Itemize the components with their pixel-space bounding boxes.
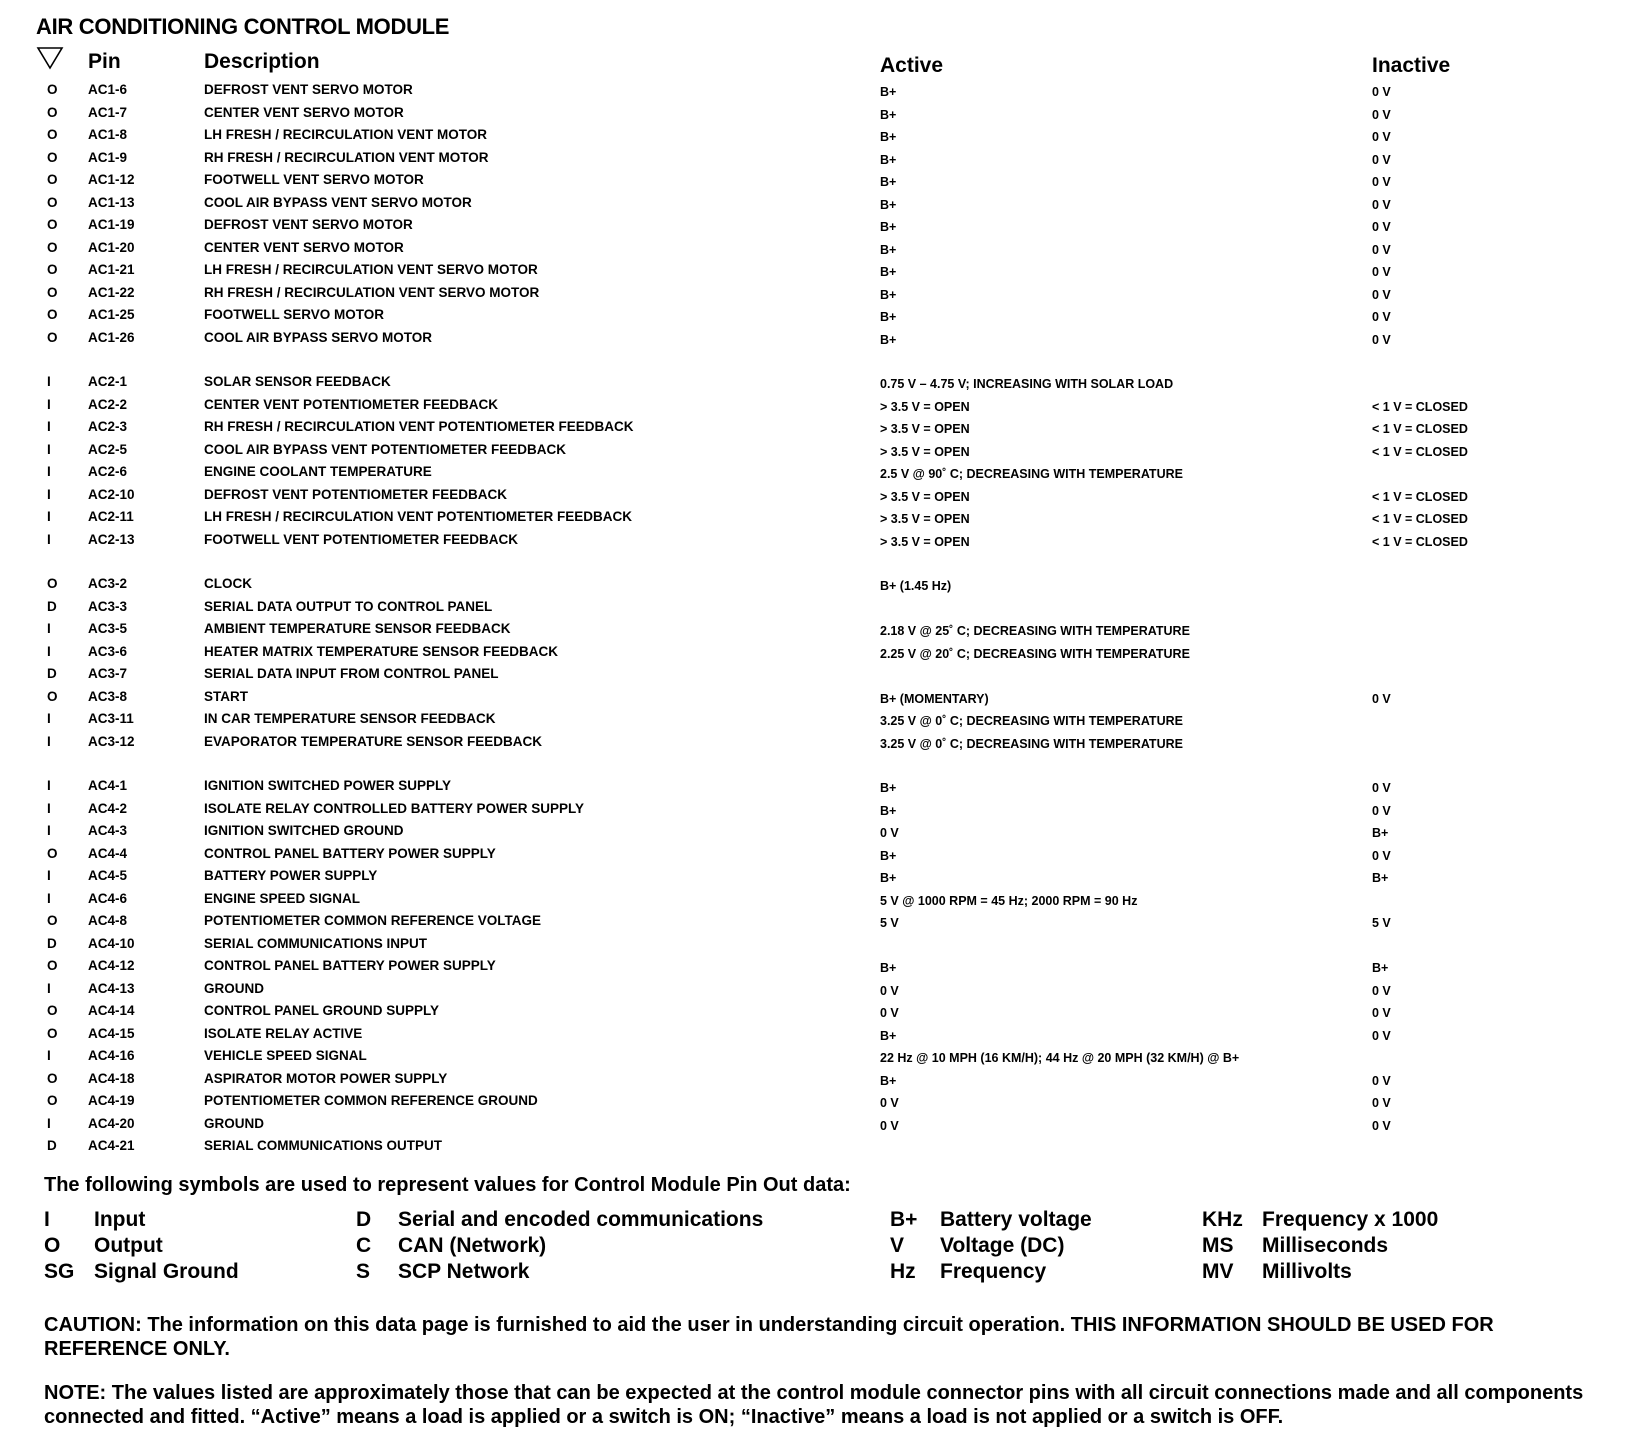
pin-cell: AC3-3 bbox=[88, 598, 128, 614]
description-cell: ASPIRATOR MOTOR POWER SUPPLY bbox=[204, 1070, 448, 1086]
type-cell: I bbox=[47, 374, 51, 389]
table-row bbox=[0, 823, 1648, 843]
table-row bbox=[0, 621, 1648, 641]
active-cell: B+ (MOMENTARY) bbox=[880, 691, 989, 706]
active-cell: 2.18 V @ 25˚ C; DECREASING WITH TEMPERATURE bbox=[880, 624, 1190, 638]
type-cell: O bbox=[47, 239, 58, 255]
pin-cell: AC4-12 bbox=[88, 958, 135, 973]
description-cell: CONTROL PANEL GROUND SUPPLY bbox=[204, 1003, 440, 1018]
type-cell: I bbox=[47, 464, 51, 479]
pin-cell: AC4-6 bbox=[88, 890, 128, 906]
pin-cell: AC3-5 bbox=[88, 621, 128, 636]
inactive-cell: 0 V bbox=[1372, 152, 1391, 167]
description-cell: LH FRESH / RECIRCULATION VENT MOTOR bbox=[204, 127, 487, 142]
legend-symbol: MV bbox=[1202, 1260, 1234, 1283]
table-row bbox=[0, 262, 1648, 282]
table-row bbox=[0, 442, 1648, 462]
type-cell: I bbox=[47, 778, 51, 793]
table-row bbox=[0, 1003, 1648, 1023]
table-row bbox=[0, 150, 1648, 170]
description-cell: SOLAR SENSOR FEEDBACK bbox=[204, 374, 391, 389]
description-cell: GROUND bbox=[204, 1115, 264, 1131]
type-cell: O bbox=[47, 127, 58, 142]
table-row bbox=[0, 868, 1648, 888]
table-row bbox=[0, 599, 1648, 619]
inactive-cell: 0 V bbox=[1372, 175, 1391, 189]
description-cell: SERIAL DATA INPUT FROM CONTROL PANEL bbox=[204, 666, 499, 681]
inactive-cell: < 1 V = CLOSED bbox=[1372, 422, 1468, 436]
description-cell: POTENTIOMETER COMMON REFERENCE GROUND bbox=[204, 1093, 538, 1108]
pin-cell: AC2-10 bbox=[88, 486, 135, 502]
table-row bbox=[0, 105, 1648, 125]
description-cell: ISOLATE RELAY ACTIVE bbox=[204, 1025, 363, 1041]
active-cell: B+ bbox=[880, 287, 897, 302]
active-cell: B+ bbox=[880, 107, 897, 122]
legend-label: Signal Ground bbox=[94, 1260, 239, 1283]
inactive-cell: B+ bbox=[1372, 871, 1389, 885]
inactive-cell: 0 V bbox=[1372, 1096, 1391, 1110]
legend-symbol: B+ bbox=[890, 1208, 918, 1231]
pin-cell: AC4-21 bbox=[88, 1138, 135, 1153]
type-cell: O bbox=[47, 194, 58, 210]
description-cell: SERIAL COMMUNICATIONS OUTPUT bbox=[204, 1138, 442, 1153]
pin-cell: AC2-11 bbox=[88, 509, 134, 524]
type-cell: I bbox=[47, 868, 51, 883]
pin-cell: AC1-25 bbox=[88, 307, 135, 322]
pin-cell: AC1-19 bbox=[88, 217, 135, 232]
pin-cell: AC4-1 bbox=[88, 778, 128, 793]
description-cell: FOOTWELL SERVO MOTOR bbox=[204, 307, 385, 322]
description-cell: ENGINE SPEED SIGNAL bbox=[204, 890, 361, 906]
table-row bbox=[0, 240, 1648, 260]
inactive-cell: B+ bbox=[1372, 961, 1389, 975]
pin-cell: AC2-1 bbox=[88, 374, 128, 389]
type-cell: O bbox=[47, 217, 58, 232]
pin-cell: AC3-8 bbox=[88, 688, 128, 704]
pin-cell: AC1-8 bbox=[88, 127, 128, 142]
type-cell: D bbox=[47, 598, 57, 614]
inactive-cell: 0 V bbox=[1372, 197, 1391, 212]
table-row bbox=[0, 1093, 1648, 1113]
active-cell: B+ bbox=[880, 803, 897, 818]
type-cell: I bbox=[47, 621, 51, 636]
inactive-cell: 0 V bbox=[1372, 310, 1391, 324]
inactive-cell: < 1 V = CLOSED bbox=[1372, 489, 1468, 504]
description-cell: GROUND bbox=[204, 980, 264, 996]
legend-label: Output bbox=[94, 1234, 163, 1257]
pin-cell: AC1-6 bbox=[88, 82, 128, 97]
active-cell: B+ bbox=[880, 85, 897, 99]
pin-cell: AC1-9 bbox=[88, 149, 128, 165]
legend-label: CAN (Network) bbox=[398, 1234, 547, 1257]
type-cell: O bbox=[47, 576, 58, 591]
type-cell: I bbox=[47, 1115, 51, 1131]
description-cell: COOL AIR BYPASS SERVO MOTOR bbox=[204, 329, 433, 345]
inactive-cell: 0 V bbox=[1372, 265, 1391, 279]
pin-cell: AC4-13 bbox=[88, 980, 135, 996]
active-cell: 0 V bbox=[880, 826, 899, 840]
active-cell: > 3.5 V = OPEN bbox=[880, 534, 970, 549]
pin-cell: AC4-8 bbox=[88, 913, 128, 928]
legend-label: Frequency x 1000 bbox=[1262, 1208, 1439, 1231]
inactive-cell: 0 V bbox=[1372, 130, 1391, 144]
pin-cell: AC1-20 bbox=[88, 239, 135, 255]
type-cell: O bbox=[47, 82, 58, 97]
table-row bbox=[0, 487, 1648, 507]
inactive-cell: < 1 V = CLOSED bbox=[1372, 399, 1468, 414]
type-cell: I bbox=[47, 643, 51, 659]
description-cell: CENTER VENT SERVO MOTOR bbox=[204, 104, 404, 120]
inactive-cell: 0 V bbox=[1372, 1073, 1391, 1088]
table-row bbox=[0, 666, 1648, 686]
note-text: NOTE: The values listed are approximately those that can be expected at the control module connector pins with all circuit connections made and all components connected and fitted. “Active” means a load is applied or a switch is ON; “Inactive” means a load is not applied or a switch is OFF. bbox=[44, 1382, 1584, 1428]
inactive-cell: 5 V bbox=[1372, 916, 1391, 930]
inactive-cell: 0 V bbox=[1372, 287, 1391, 302]
type-cell: O bbox=[47, 307, 58, 322]
legend-symbol: MS bbox=[1202, 1234, 1234, 1257]
table-row bbox=[0, 734, 1648, 754]
table-row bbox=[0, 981, 1648, 1001]
active-cell: B+ bbox=[880, 130, 897, 144]
active-cell: 0 V bbox=[880, 1096, 899, 1110]
legend-label: Battery voltage bbox=[940, 1208, 1092, 1231]
pin-cell: AC4-3 bbox=[88, 823, 128, 838]
description-cell: SERIAL COMMUNICATIONS INPUT bbox=[204, 935, 428, 951]
pin-cell: AC1-13 bbox=[88, 194, 135, 210]
table-row bbox=[0, 1116, 1648, 1136]
inactive-cell: 0 V bbox=[1372, 1006, 1391, 1020]
table-row bbox=[0, 172, 1648, 192]
inactive-cell: B+ bbox=[1372, 826, 1389, 840]
table-row bbox=[0, 195, 1648, 215]
type-cell: O bbox=[47, 688, 58, 704]
active-cell: 2.25 V @ 20˚ C; DECREASING WITH TEMPERATURE bbox=[880, 646, 1190, 661]
active-cell: 3.25 V @ 0˚ C; DECREASING WITH TEMPERATURE bbox=[880, 714, 1183, 728]
description-cell: LH FRESH / RECIRCULATION VENT POTENTIOMETER FEEDBACK bbox=[204, 509, 633, 524]
description-cell: CENTER VENT POTENTIOMETER FEEDBACK bbox=[204, 396, 499, 412]
pin-cell: AC1-21 bbox=[88, 262, 135, 277]
description-cell: IGNITION SWITCHED POWER SUPPLY bbox=[204, 778, 452, 793]
pin-cell: AC2-2 bbox=[88, 396, 128, 412]
active-cell: > 3.5 V = OPEN bbox=[880, 444, 970, 459]
table-row bbox=[0, 330, 1648, 350]
active-cell: B+ bbox=[880, 220, 897, 234]
table-row bbox=[0, 1071, 1648, 1091]
table-row bbox=[0, 127, 1648, 147]
header-pin: Pin bbox=[88, 50, 121, 73]
description-cell: START bbox=[204, 688, 248, 704]
active-cell: B+ bbox=[880, 1028, 897, 1043]
active-cell: > 3.5 V = OPEN bbox=[880, 489, 970, 504]
table-row bbox=[0, 1026, 1648, 1046]
type-cell: I bbox=[47, 733, 51, 749]
active-cell: B+ bbox=[880, 781, 897, 795]
inactive-cell: < 1 V = CLOSED bbox=[1372, 534, 1468, 549]
table-row bbox=[0, 1048, 1648, 1068]
header-description: Description bbox=[204, 50, 320, 73]
legend-label: Frequency bbox=[940, 1260, 1047, 1283]
inactive-cell: < 1 V = CLOSED bbox=[1372, 444, 1468, 459]
type-cell: O bbox=[47, 1070, 58, 1086]
active-cell: 0 V bbox=[880, 1118, 899, 1133]
active-cell: B+ (1.45 Hz) bbox=[880, 579, 952, 593]
table-row bbox=[0, 958, 1648, 978]
inactive-cell: 0 V bbox=[1372, 1028, 1391, 1043]
description-cell: DEFROST VENT POTENTIOMETER FEEDBACK bbox=[204, 486, 508, 502]
active-cell: B+ bbox=[880, 265, 897, 279]
type-cell: D bbox=[47, 935, 57, 951]
pin-cell: AC2-13 bbox=[88, 531, 135, 547]
active-cell: 22 Hz @ 10 MPH (16 KM/H); 44 Hz @ 20 MPH (32 KM/H) @ B+ bbox=[880, 1051, 1240, 1065]
type-cell: O bbox=[47, 262, 58, 277]
type-cell: I bbox=[47, 1048, 51, 1063]
legend-title: The following symbols are used to represent values for Control Module Pin Out data: bbox=[44, 1174, 851, 1196]
pin-cell: AC3-2 bbox=[88, 576, 128, 591]
pin-cell: AC1-12 bbox=[88, 172, 135, 187]
legend-symbol: D bbox=[356, 1208, 372, 1231]
description-cell: VEHICLE SPEED SIGNAL bbox=[204, 1048, 367, 1063]
active-cell: B+ bbox=[880, 871, 897, 885]
table-row bbox=[0, 913, 1648, 933]
active-cell: 0 V bbox=[880, 983, 899, 998]
table-row bbox=[0, 307, 1648, 327]
inactive-cell: 0 V bbox=[1372, 781, 1391, 795]
pin-cell: AC2-5 bbox=[88, 441, 128, 457]
type-cell: O bbox=[47, 913, 58, 928]
description-cell: RH FRESH / RECIRCULATION VENT MOTOR bbox=[204, 149, 489, 165]
pin-cell: AC4-4 bbox=[88, 845, 128, 861]
type-cell: O bbox=[47, 172, 58, 187]
legend-label: Input bbox=[94, 1208, 146, 1231]
table-row bbox=[0, 374, 1648, 394]
legend-label: Millivolts bbox=[1262, 1260, 1352, 1283]
pin-cell: AC4-20 bbox=[88, 1115, 135, 1131]
table-row bbox=[0, 419, 1648, 439]
table-row bbox=[0, 711, 1648, 731]
type-cell: I bbox=[47, 711, 51, 726]
legend-label: Voltage (DC) bbox=[940, 1234, 1065, 1257]
legend-label: Serial and encoded communications bbox=[398, 1208, 764, 1231]
pin-cell: AC4-16 bbox=[88, 1048, 135, 1063]
pin-cell: AC4-15 bbox=[88, 1025, 135, 1041]
active-cell: > 3.5 V = OPEN bbox=[880, 422, 970, 436]
active-cell: B+ bbox=[880, 961, 897, 975]
table-row bbox=[0, 285, 1648, 305]
inactive-cell: < 1 V = CLOSED bbox=[1372, 512, 1468, 526]
description-cell: COOL AIR BYPASS VENT POTENTIOMETER FEEDBACK bbox=[204, 441, 567, 457]
type-cell: O bbox=[47, 104, 58, 120]
description-cell: BATTERY POWER SUPPLY bbox=[204, 868, 378, 883]
pin-cell: AC4-14 bbox=[88, 1003, 135, 1018]
table-row bbox=[0, 576, 1648, 596]
inactive-cell: 0 V bbox=[1372, 983, 1391, 998]
table-row bbox=[0, 82, 1648, 102]
page-title: AIR CONDITIONING CONTROL MODULE bbox=[36, 14, 450, 39]
description-cell: DEFROST VENT SERVO MOTOR bbox=[204, 82, 413, 97]
type-cell: I bbox=[47, 486, 51, 502]
description-cell: ISOLATE RELAY CONTROLLED BATTERY POWER SUPPLY bbox=[204, 800, 585, 816]
active-cell: > 3.5 V = OPEN bbox=[880, 399, 970, 414]
active-cell: 0.75 V – 4.75 V; INCREASING WITH SOLAR LOAD bbox=[880, 377, 1174, 391]
inactive-cell: 0 V bbox=[1372, 1118, 1391, 1133]
triangle-icon bbox=[36, 46, 64, 76]
type-cell: I bbox=[47, 980, 51, 996]
active-cell: B+ bbox=[880, 332, 897, 347]
description-cell: CONTROL PANEL BATTERY POWER SUPPLY bbox=[204, 845, 496, 861]
description-cell: POTENTIOMETER COMMON REFERENCE VOLTAGE bbox=[204, 913, 542, 928]
description-cell: RH FRESH / RECIRCULATION VENT POTENTIOMETER FEEDBACK bbox=[204, 419, 634, 434]
pin-cell: AC3-7 bbox=[88, 666, 128, 681]
pin-cell: AC1-22 bbox=[88, 284, 135, 300]
type-cell: O bbox=[47, 1025, 58, 1041]
type-cell: O bbox=[47, 1093, 58, 1108]
description-cell: CONTROL PANEL BATTERY POWER SUPPLY bbox=[204, 958, 496, 973]
type-cell: D bbox=[47, 1138, 57, 1153]
active-cell: 0 V bbox=[880, 1006, 899, 1020]
description-cell: COOL AIR BYPASS VENT SERVO MOTOR bbox=[204, 194, 472, 210]
type-cell: O bbox=[47, 1003, 58, 1018]
description-cell: SERIAL DATA OUTPUT TO CONTROL PANEL bbox=[204, 598, 493, 614]
pin-cell: AC4-19 bbox=[88, 1093, 135, 1108]
header-inactive: Inactive bbox=[1372, 54, 1451, 77]
description-cell: RH FRESH / RECIRCULATION VENT SERVO MOTOR bbox=[204, 284, 540, 300]
table-row bbox=[0, 846, 1648, 866]
legend-label: SCP Network bbox=[398, 1260, 530, 1283]
type-cell: O bbox=[47, 329, 58, 345]
description-cell: ENGINE COOLANT TEMPERATURE bbox=[204, 464, 432, 479]
description-cell: IN CAR TEMPERATURE SENSOR FEEDBACK bbox=[204, 711, 496, 726]
type-cell: I bbox=[47, 441, 51, 457]
table-row bbox=[0, 644, 1648, 664]
table-row bbox=[0, 1138, 1648, 1158]
legend-label: Milliseconds bbox=[1262, 1234, 1389, 1257]
legend-symbol: S bbox=[356, 1260, 371, 1283]
description-cell: DEFROST VENT SERVO MOTOR bbox=[204, 217, 413, 232]
pin-cell: AC4-2 bbox=[88, 800, 128, 816]
active-cell: B+ bbox=[880, 197, 897, 212]
inactive-cell: 0 V bbox=[1372, 242, 1391, 257]
table-row bbox=[0, 891, 1648, 911]
description-cell: LH FRESH / RECIRCULATION VENT SERVO MOTOR bbox=[204, 262, 538, 277]
legend-symbol: O bbox=[44, 1234, 61, 1257]
type-cell: I bbox=[47, 396, 51, 412]
description-cell: AMBIENT TEMPERATURE SENSOR FEEDBACK bbox=[204, 621, 511, 636]
pin-cell: AC3-11 bbox=[88, 711, 134, 726]
table-row bbox=[0, 778, 1648, 798]
inactive-cell: 0 V bbox=[1372, 691, 1391, 706]
type-cell: O bbox=[47, 284, 58, 300]
type-cell: O bbox=[47, 958, 58, 973]
legend-symbol: C bbox=[356, 1234, 372, 1257]
type-cell: I bbox=[47, 800, 51, 816]
description-cell: FOOTWELL VENT SERVO MOTOR bbox=[204, 172, 424, 187]
active-cell: B+ bbox=[880, 152, 897, 167]
pin-cell: AC2-6 bbox=[88, 464, 128, 479]
description-cell: FOOTWELL VENT POTENTIOMETER FEEDBACK bbox=[204, 531, 519, 547]
inactive-cell: 0 V bbox=[1372, 220, 1391, 234]
pin-cell: AC1-7 bbox=[88, 104, 128, 120]
pin-cell: AC4-18 bbox=[88, 1070, 135, 1086]
active-cell: B+ bbox=[880, 310, 897, 324]
type-cell: I bbox=[47, 509, 51, 524]
description-cell: EVAPORATOR TEMPERATURE SENSOR FEEDBACK bbox=[204, 733, 543, 749]
legend-symbol: V bbox=[890, 1234, 905, 1257]
inactive-cell: 0 V bbox=[1372, 107, 1391, 122]
table-row bbox=[0, 464, 1648, 484]
active-cell: 5 V @ 1000 RPM = 45 Hz; 2000 RPM = 90 Hz bbox=[880, 893, 1138, 908]
active-cell: B+ bbox=[880, 1073, 897, 1088]
legend-symbol: KHz bbox=[1202, 1208, 1243, 1231]
type-cell: O bbox=[47, 845, 58, 861]
inactive-cell: 0 V bbox=[1372, 803, 1391, 818]
legend-symbol: Hz bbox=[890, 1260, 916, 1283]
active-cell: > 3.5 V = OPEN bbox=[880, 512, 970, 526]
type-cell: I bbox=[47, 531, 51, 547]
pin-cell: AC3-12 bbox=[88, 733, 135, 749]
type-cell: D bbox=[47, 666, 57, 681]
type-cell: I bbox=[47, 419, 51, 434]
active-cell: B+ bbox=[880, 175, 897, 189]
inactive-cell: 0 V bbox=[1372, 848, 1391, 863]
legend-symbol: I bbox=[44, 1208, 50, 1231]
active-cell: 5 V bbox=[880, 916, 899, 930]
pin-cell: AC3-6 bbox=[88, 643, 128, 659]
table-row bbox=[0, 217, 1648, 237]
type-cell: O bbox=[47, 149, 58, 165]
type-cell: I bbox=[47, 890, 51, 906]
table-row bbox=[0, 801, 1648, 821]
active-cell: 2.5 V @ 90˚ C; DECREASING WITH TEMPERATURE bbox=[880, 467, 1183, 481]
table-row bbox=[0, 689, 1648, 709]
active-cell: B+ bbox=[880, 242, 897, 257]
description-cell: CLOCK bbox=[204, 576, 252, 591]
inactive-cell: 0 V bbox=[1372, 332, 1391, 347]
table-row bbox=[0, 936, 1648, 956]
description-cell: IGNITION SWITCHED GROUND bbox=[204, 823, 404, 838]
pin-cell: AC2-3 bbox=[88, 419, 128, 434]
table-row bbox=[0, 397, 1648, 417]
active-cell: B+ bbox=[880, 848, 897, 863]
table-row bbox=[0, 532, 1648, 552]
table-row bbox=[0, 509, 1648, 529]
pin-cell: AC1-26 bbox=[88, 329, 135, 345]
caution-text: CAUTION: The information on this data page is furnished to aid the user in understanding circuit operation. THIS INFORMATION SHOULD BE USED FOR REFERENCE ONLY. bbox=[44, 1314, 1494, 1360]
type-cell: I bbox=[47, 823, 51, 838]
header-active: Active bbox=[880, 54, 944, 77]
description-cell: HEATER MATRIX TEMPERATURE SENSOR FEEDBACK bbox=[204, 643, 559, 659]
pin-cell: AC4-5 bbox=[88, 868, 128, 883]
active-cell: 3.25 V @ 0˚ C; DECREASING WITH TEMPERATURE bbox=[880, 736, 1183, 751]
legend-symbol: SG bbox=[44, 1260, 75, 1283]
description-cell: CENTER VENT SERVO MOTOR bbox=[204, 239, 404, 255]
pin-cell: AC4-10 bbox=[88, 935, 135, 951]
inactive-cell: 0 V bbox=[1372, 85, 1391, 99]
